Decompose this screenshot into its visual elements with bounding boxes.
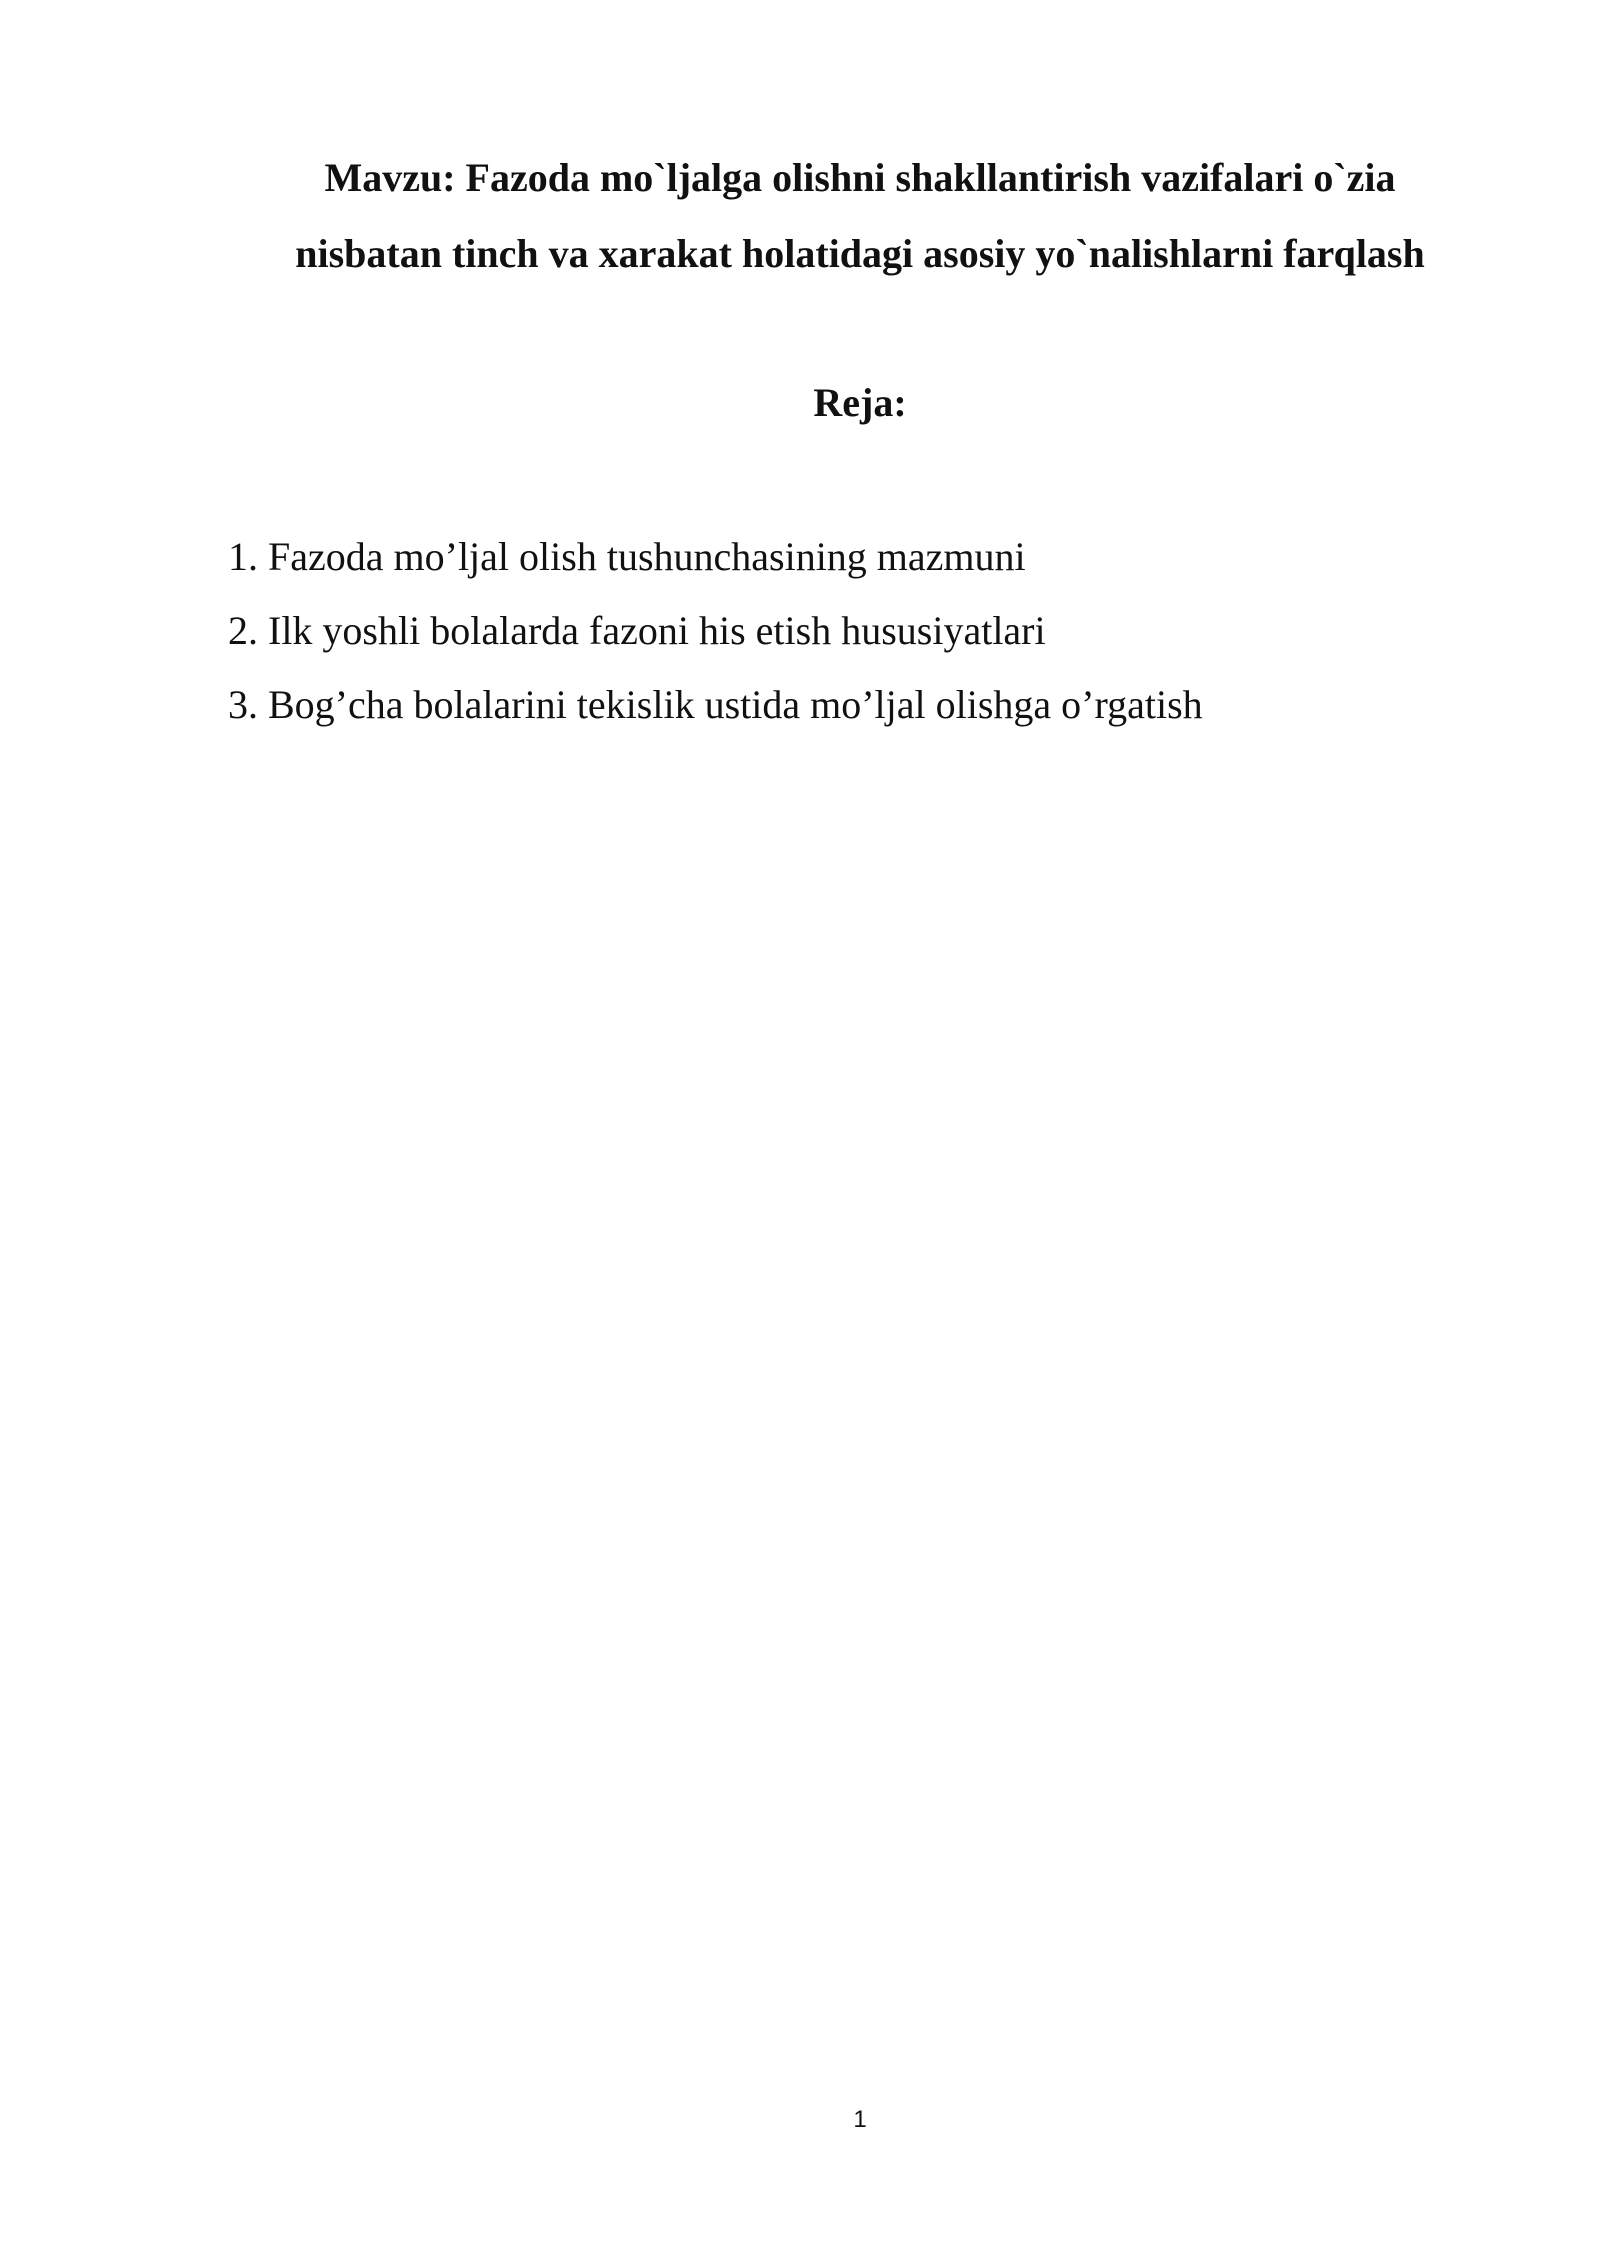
- page-number: 1: [853, 2106, 867, 2133]
- title-line-1: Mavzu: Fazoda mo`ljalga olishni shakllantirish vazifalari o`zia: [324, 155, 1396, 200]
- plan-item-1: 1. Fazoda mo’ljal olish tushunchasining mazmuni: [228, 534, 1026, 579]
- title-line-2: nisbatan tinch va xarakat holatidagi asosiy yo`nalishlarni farqlash: [295, 231, 1425, 276]
- plan-item-2: 2. Ilk yoshli bolalarda fazoni his etish hususiyatlari: [228, 608, 1046, 653]
- plan-item-3: 3. Bog’cha bolalarini tekislik ustida mo’ljal olishga o’rgatish: [228, 682, 1203, 727]
- document-title: [180, 140, 1540, 292]
- plan-heading: Reja:: [813, 380, 907, 425]
- plan-list: [228, 520, 1203, 742]
